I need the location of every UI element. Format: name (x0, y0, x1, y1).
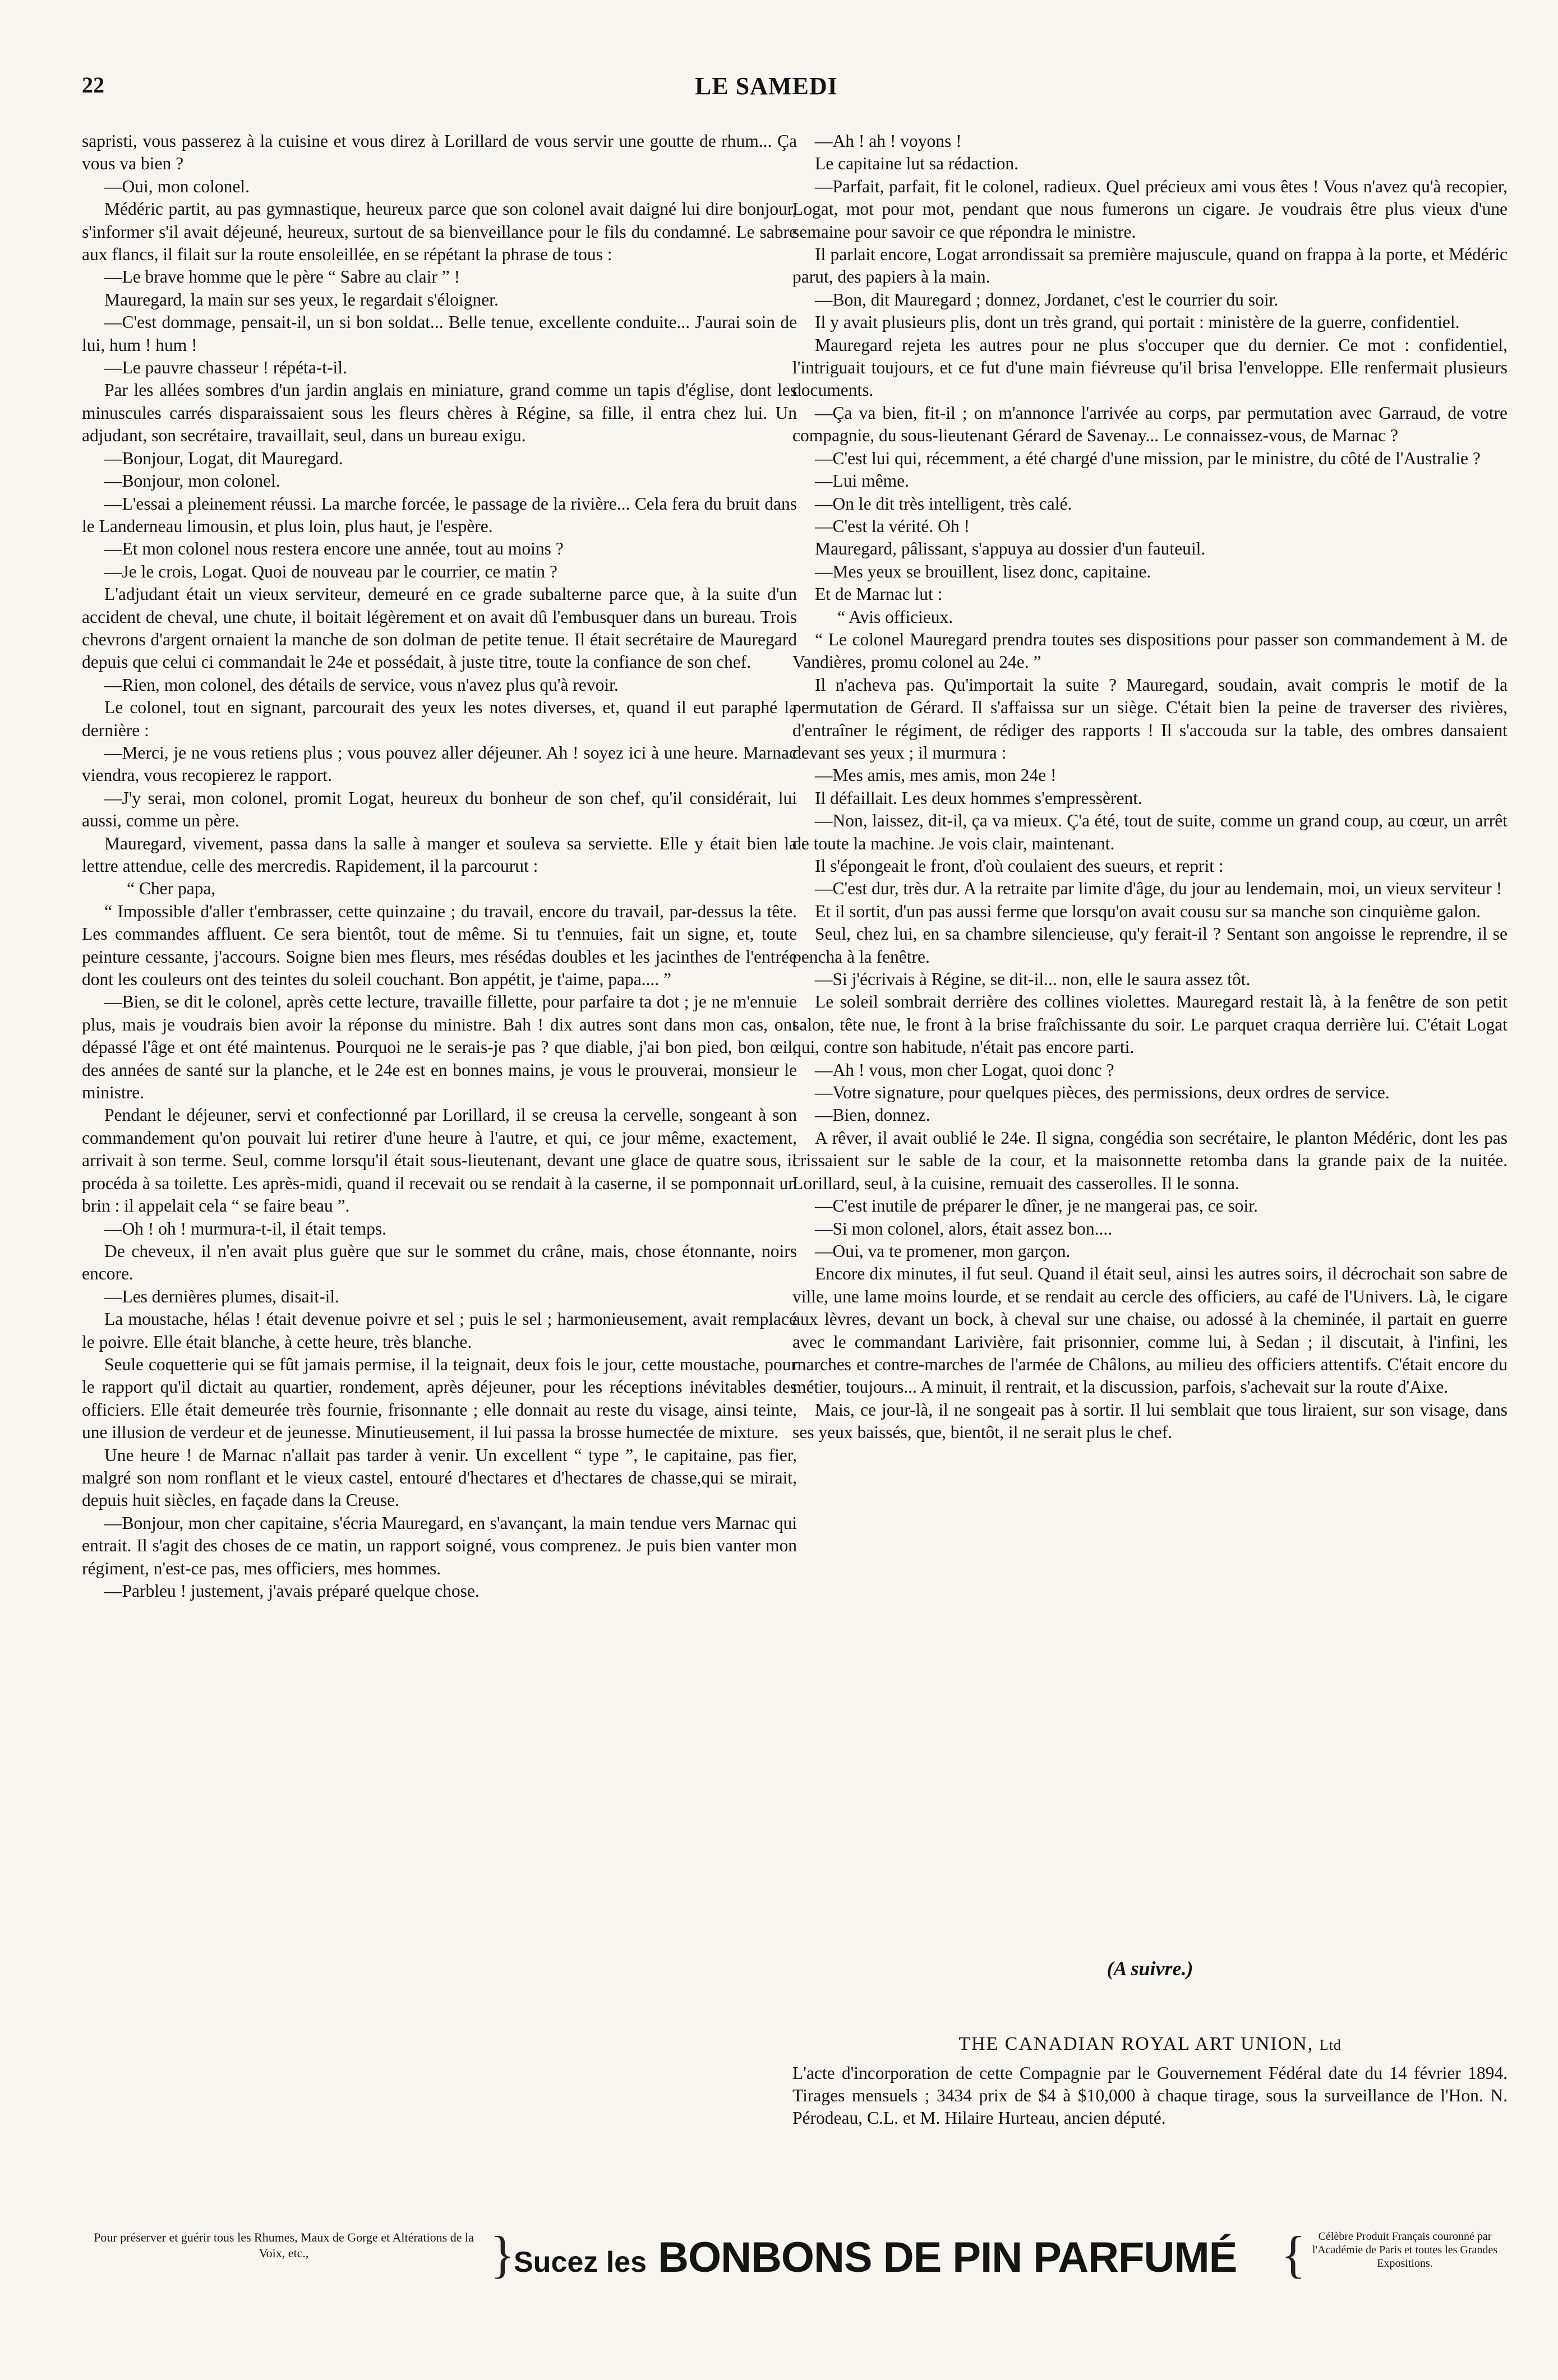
left-column-paragraph: Par les allées sombres d'un jardin anglais en miniature, grand comme un tapis d'église, dont les minuscules carrés disparaissaient sous les fleurs chères à Régine, sa fille, il entra chez lui. Un adjudant, son secrétaire, travaillait, seul, dans un bureau exigu. (82, 380, 797, 446)
right-column-paragraph: —Si j'écrivais à Régine, se dit-il... non, elle le saura assez tôt. (815, 969, 1251, 990)
right-column (792, 130, 1508, 1444)
right-column-paragraph: Et il sortit, d'un pas aussi ferme que lorsqu'on avait cousu sur sa manche son cinquième galon. (815, 901, 1481, 921)
right-column-paragraph: Encore dix minutes, il fut seul. Quand il était seul, ainsi les autres soirs, il décrochait son sabre de ville, une lame moins lourde, et se rendait au cercle des officiers, au café de l'Univers. Là, le cigare aux lèvres, devant un bock, à cheval sur une chaise, ou adossé à la cheminée, il partait en guerre avec le commandant Larivière, fait prisonnier, comme lui, à Sedan ; il discutait, à l'infini, les marches et contre-marches de l'armée de Châlons, au milieu des officiers attentifs. C'était encore du métier, toujours... A minuit, il rentrait, et la discussion, parfois, s'achevait sur la route d'Aixe. (792, 1264, 1508, 1397)
left-column-paragraph: —Parbleu ! justement, j'avais préparé quelque chose. (104, 1581, 480, 1601)
left-column-paragraph: Le colonel, tout en signant, parcourait des yeux les notes diverses, et, quand il eut paraphé la dernière : (82, 697, 797, 740)
footer-advertisement (82, 2226, 1508, 2290)
left-column-paragraph: —Rien, mon colonel, des détails de service, vous n'avez plus qu'à revoir. (104, 674, 619, 695)
left-column-paragraph: —Merci, je ne vous retiens plus ; vous pouvez aller déjeuner. Ah ! soyez ici à une heure. Marnac viendra, vous recopierez le rapport. (82, 742, 797, 785)
left-column-paragraph: —Bonjour, mon colonel. (104, 471, 280, 491)
right-column-paragraph: Il n'acheva pas. Qu'importait la suite ? Mauregard, soudain, avait compris le motif de la permutation de Gérard. Il s'affaissa sur un siège. C'était bien la peine de traverser des rivières, d'entraîner le régiment, de rédiger des rapports ! Il s'accouda sur la table, des ombres dansaient devant ses yeux ; il murmura : (792, 674, 1508, 762)
right-column-paragraph: —On le dit très intelligent, très calé. (815, 493, 1072, 514)
left-column-paragraph: —J'y serai, mon colonel, promit Logat, heureux du bonheur de son chef, qu'il considérait, lui aussi, comme un père. (82, 788, 797, 831)
footer-right-text: Célèbre Produit Français couronné par l'Académie de Paris et toutes les Grandes Expositions. (1312, 2230, 1498, 2270)
footer-headline-small: Sucez les (514, 2246, 647, 2279)
brace-right-icon: { (1281, 2226, 1306, 2283)
ad-title (792, 2034, 1508, 2055)
left-column-paragraph: —Le brave homme que le père “ Sabre au clair ” ! (104, 267, 460, 287)
right-column-paragraph: —Bon, dit Mauregard ; donnez, Jordanet, c'est le courrier du soir. (815, 289, 1279, 309)
brace-left-icon: } (490, 2226, 515, 2283)
left-column-paragraph: L'adjudant était un vieux serviteur, demeuré en ce grade subalterne parce que, à la suite d'un accident de cheval, une chute, il boitait légèrement et on avait dû l'embusquer dans un bureau. Trois chevrons d'argent ornaient la manche de son dolman de petite tenue. Il était secrétaire de Mauregard depuis que celui ci commandait le 24e et possédait, à juste titre, toute la confiance de son chef. (82, 584, 797, 672)
left-column-paragraph: —Bien, se dit le colonel, après cette lecture, travaille fillette, pour parfaire ta dot ; je ne m'ennuie plus, mais je voudrais bien avoir la réponse du ministre. Bah ! dix autres sont dans mon cas, ont dépassé l'âge et ont été maintenus. Pourquoi ne le serais-je pas ? que diable, j'ai bon pied, bon œil, des années de santé sur la planche, et le 24e est en bonnes mains, je vous le prouverai, monsieur le ministre. (82, 992, 797, 1103)
right-column-paragraph: Il y avait plusieurs plis, dont un très grand, qui portait : ministère de la guerre, confidentiel. (815, 312, 1460, 332)
left-column-paragraph: Mauregard, la main sur ses yeux, le regardait s'éloigner. (104, 289, 499, 309)
right-column-paragraph: Le capitaine lut sa rédaction. (815, 154, 1018, 174)
left-column-paragraph: —Bonjour, Logat, dit Mauregard. (104, 448, 343, 468)
right-column-paragraph: Mauregard rejeta les autres pour ne plus s'occuper que du dernier. Ce mot : confidentiel, l'intriguait toujours, et ce fut d'une main fiévreuse qu'il brisa l'enveloppe. Elle renfermait plusieurs documents. (792, 335, 1508, 400)
right-column-paragraph: —Ah ! vous, mon cher Logat, quoi donc ? (815, 1060, 1114, 1080)
right-column-paragraph: Seul, chez lui, en sa chambre silencieuse, qu'y ferait-il ? Sentant son angoisse le reprendre, il se pencha à la fenêtre. (792, 924, 1508, 967)
left-column-paragraph: “ Impossible d'aller t'embrasser, cette quinzaine ; du travail, encore du travail, par-dessus la tête. Les commandes affluent. Ce sera bientôt, tout de même. Si tu t'ennuies, fait un signe, et, toute peinture cessante, j'accours. Soigne bien mes fleurs, mes résédas doubles et les jacinthes de l'entrée dont les couleurs ont des teintes du soleil couchant. Bon appétit, je t'aime, papa.... ” (82, 901, 797, 990)
ad-title-text: THE CANADIAN ROYAL ART UNION, (958, 2034, 1314, 2054)
right-column-paragraph: Le soleil sombrait derrière des collines violettes. Mauregard restait là, à la fenêtre de son petit salon, tête nue, le front à la brise fraîchissante du soir. Le parquet craqua derrière lui. C'était Logat qui, contre son habitude, n'était pas encore parti. (792, 992, 1508, 1057)
left-column-paragraph: —Bonjour, mon cher capitaine, s'écria Mauregard, en s'avançant, la main tendue vers Marnac qui entrait. Il s'agit des choses de ce matin, un rapport soigné, vous comprenez. Je puis bien vanter mon régiment, n'est-ce pas, mes officiers, mes hommes. (82, 1513, 797, 1578)
right-column-paragraph: —Mes amis, mes amis, mon 24e ! (815, 765, 1057, 785)
left-column-paragraph: —Je le crois, Logat. Quoi de nouveau par le courrier, ce matin ? (104, 561, 557, 581)
left-column-paragraph: —Oh ! oh ! murmura-t-il, il était temps. (104, 1218, 387, 1238)
right-column-paragraph: —Oui, va te promener, mon garçon. (815, 1241, 1071, 1261)
right-column-paragraph: —Ça va bien, fit-il ; on m'annonce l'arrivée au corps, par permutation avec Garraud, de votre compagnie, du sous-lieutenant Gérard de Savenay... Le connaissez-vous, de Marnac ? (792, 403, 1508, 446)
left-column-paragraph: —Le pauvre chasseur ! répéta-t-il. (104, 358, 347, 378)
left-column-paragraph: Mauregard, vivement, passa dans la salle à manger et souleva sa serviette. Elle y était bien la lettre attendue, celle des mercredis. Rapidement, il la parcourut : (82, 833, 797, 876)
ad-title-suffix: Ltd (1319, 2037, 1342, 2053)
footer-left-text: Pour préserver et guérir tous les Rhumes, Maux de Gorge et Altérations de la Voix, etc., (94, 2230, 474, 2260)
right-column-paragraph: A rêver, il avait oublié le 24e. Il signa, congédia son secrétaire, le planton Médéric, dont les pas crissaient sur le sable de la cour, et la maisonnette retomba dans la grande paix de la nuitée. Lorillard, seul, à la cuisine, remuait des casserolles. Il le sonna. (792, 1127, 1508, 1193)
a-suivre: (A suivre.) (1107, 1957, 1193, 1980)
page-number: 22 (82, 72, 104, 98)
right-column-paragraph: Mauregard, pâlissant, s'appuya au dossier d'un fauteuil. (815, 539, 1206, 559)
right-column-paragraph: —Non, laissez, dit-il, ça va mieux. Ç'a été, tout de suite, comme un grand coup, au cœur, un arrêt de toute la machine. Je vois clair, maintenant. (792, 811, 1508, 853)
left-column-paragraph: Pendant le déjeuner, servi et confectionné par Lorillard, il se creusa la cervelle, songeant à son commandement qu'on pouvait lui retirer d'une heure à l'autre, et qui, ce jour même, exactement, arrivait à son terme. Seul, comme lorsqu'il était sous-lieutenant, devant une glace de quatre sous, il procéda à sa toilette. Les après-midi, quand il recevait ou se rendait à la caserne, il se pomponnait un brin : il appelait cela “ se faire beau ”. (82, 1105, 797, 1216)
right-column-paragraph: “ Avis officieux. (837, 607, 953, 627)
right-column-paragraph: Il s'épongeait le front, d'où coulaient des sueurs, et reprit : (815, 856, 1224, 876)
right-column-paragraph: Mais, ce jour-là, il ne songeait pas à sortir. Il lui semblait que tous liraient, sur son visage, dans ses yeux baissés, que, bientôt, il ne serait plus le chef. (792, 1399, 1508, 1443)
left-column-paragraph: —Oui, mon colonel. (104, 176, 250, 196)
left-column-paragraph: “ Cher papa, (127, 879, 216, 899)
left-column-paragraph: —L'essai a pleinement réussi. La marche forcée, le passage de la rivière... Cela fera du bruit dans le Landerneau limousin, et plus loin, plus haut, je l'espère. (82, 493, 797, 536)
left-column-paragraph: —Et mon colonel nous restera encore une année, tout au moins ? (104, 539, 564, 559)
right-column-paragraph: —Si mon colonel, alors, était assez bon.... (815, 1218, 1113, 1238)
left-column-paragraph: sapristi, vous passerez à la cuisine et vous direz à Lorillard de vous servir une goutte de rhum... Ça vous va bien ? (82, 131, 797, 174)
left-column-paragraph: Médéric partit, au pas gymnastique, heureux parce que son colonel avait daigné lui dire bonjour, s'informer s'il avait déjeuné, heureux, surtout de sa bienveillance pour le fils du condamné. Le sabre aux flancs, il filait sur la route ensoleillée, en se répétant la phrase de tous : (82, 199, 797, 265)
right-column-paragraph: —C'est inutile de préparer le dîner, je ne mangerai pas, ce soir. (815, 1196, 1258, 1216)
right-column-paragraph: —C'est la vérité. Oh ! (815, 516, 970, 536)
ad-body-text: L'acte d'incorporation de cette Compagnie par le Gouvernement Fédéral date du 14 février 1894. Tirages mensuels ; 3434 prix de $4 à $10,000 à chaque tirage, sous la surveillance de l'Hon. N. Pérodeau, C.L. et M. Hilaire Hurteau, ancien député. (792, 2063, 1508, 2128)
right-column-paragraph: —Lui même. (815, 471, 909, 491)
left-column-paragraph: —C'est dommage, pensait-il, un si bon soldat... Belle tenue, excellente conduite... J'aurai soin de lui, hum ! hum ! (82, 312, 797, 355)
right-column-paragraph: —Ah ! ah ! voyons ! (815, 131, 962, 151)
right-column-paragraph: —C'est lui qui, récemment, a été chargé d'une mission, par le ministre, du côté de l'Australie ? (815, 448, 1481, 468)
right-column-paragraph: —Votre signature, pour quelques pièces, des permissions, deux ordres de service. (815, 1083, 1390, 1103)
right-column-paragraph: —Parfait, parfait, fit le colonel, radieux. Quel précieux ami vous êtes ! Vous n'avez qu'à recopier, Logat, mot pour mot, pendant que nous fumerons un cigare. Je voudrais être plus vieux d'une semaine pour savoir ce que répondra le ministre. (792, 176, 1508, 242)
left-column-paragraph: Une heure ! de Marnac n'allait pas tarder à venir. Un excellent “ type ”, le capitaine, pas fier, malgré son nom ronflant et le vieux castel, entouré d'hectares et d'hectares de chasse,qui se mirait, depuis huit siècles, en façade dans la Creuse. (82, 1445, 797, 1510)
left-column-paragraph: —Les dernières plumes, disait-il. (104, 1286, 340, 1306)
footer-headline (514, 2233, 1237, 2282)
right-column-paragraph: Il parlait encore, Logat arrondissait sa première majuscule, quand on frappa à la porte, et Médéric parut, des papiers à la main. (792, 244, 1508, 287)
left-column-paragraph: Seule coquetterie qui se fût jamais permise, il la teignait, deux fois le jour, cette moustache, pour le rapport qu'il dictait au quartier, rondement, après déjeuner, pour les réceptions inévitables des officiers. Elle était demeurée très fournie, frisonnante ; elle donnait au reste du visage, ainsi teinte, une illusion de verdeur et de jeunesse. Minutieusement, il lui passa la brosse humectée de mixture. (82, 1354, 797, 1443)
ad-body (792, 2062, 1508, 2129)
right-column-paragraph: —Bien, donnez. (815, 1105, 930, 1125)
left-column (82, 130, 797, 1602)
footer-headline-big: BONBONS DE PIN PARFUMÉ (658, 2234, 1237, 2281)
page-title: LE SAMEDI (695, 72, 838, 100)
right-column-paragraph: Et de Marnac lut : (815, 584, 943, 604)
left-column-paragraph: De cheveux, il n'en avait plus guère que sur le sommet du crâne, mais, chose étonnante, noirs encore. (82, 1241, 797, 1284)
right-column-paragraph: Il défaillait. Les deux hommes s'empressèrent. (815, 788, 1142, 808)
left-column-paragraph: La moustache, hélas ! était devenue poivre et sel ; puis le sel ; harmonieusement, avait remplacé le poivre. Elle était blanche, à cette heure, très blanche. (82, 1309, 797, 1352)
right-column-paragraph: —C'est dur, très dur. A la retraite par limite d'âge, du jour au lendemain, moi, un vieux serviteur ! (815, 879, 1502, 899)
right-column-paragraph: “ Le colonel Mauregard prendra toutes ses dispositions pour passer son commandement à M. de Vandières, promu colonel au 24e. ” (792, 629, 1508, 672)
right-column-paragraph: —Mes yeux se brouillent, lisez donc, capitaine. (815, 561, 1151, 581)
